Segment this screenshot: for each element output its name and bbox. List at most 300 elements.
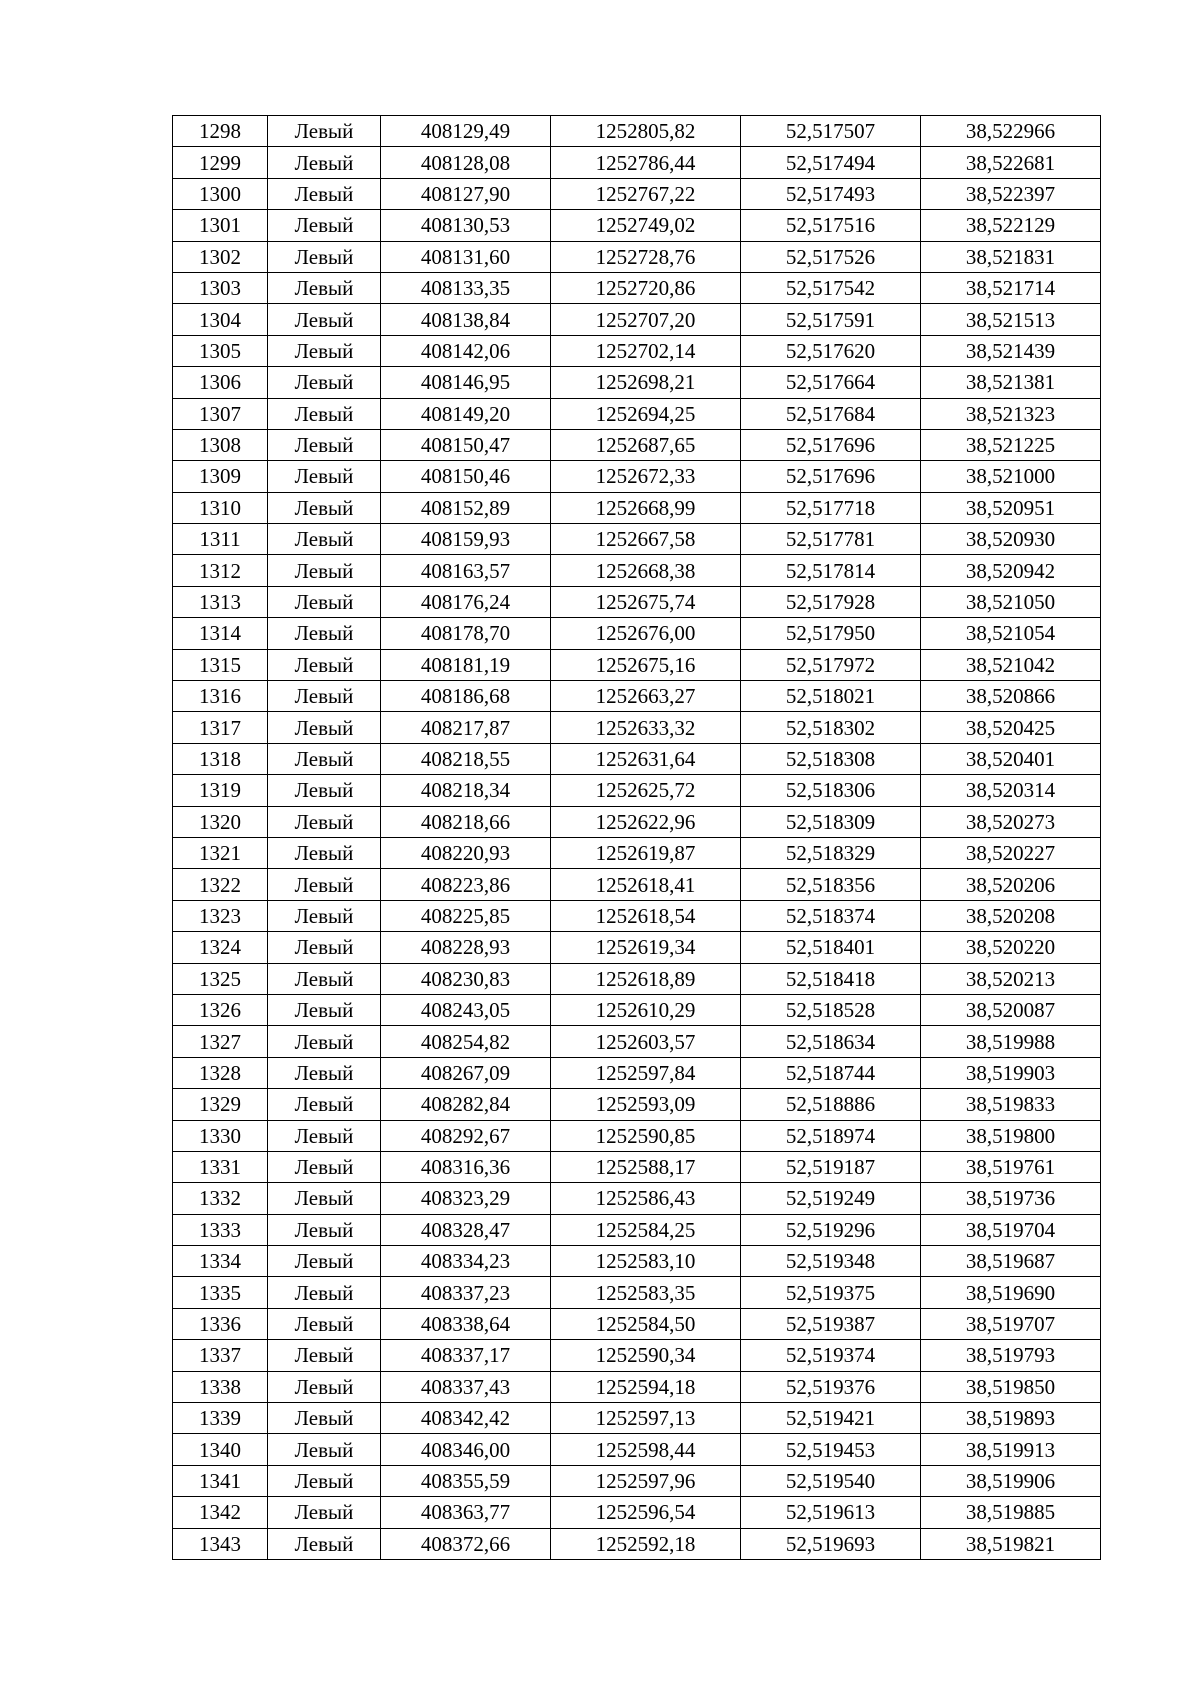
y-coordinate-cell: 1252584,25 [551, 1214, 741, 1245]
y-coordinate-cell: 1252590,85 [551, 1120, 741, 1151]
side-cell: Левый [268, 994, 381, 1025]
latitude-cell: 52,517781 [741, 524, 921, 555]
y-coordinate-cell: 1252583,35 [551, 1277, 741, 1308]
point-number-cell: 1303 [173, 272, 268, 303]
table-row [173, 304, 1101, 335]
latitude-cell: 52,518306 [741, 775, 921, 806]
table-row [173, 869, 1101, 900]
latitude-cell: 52,517696 [741, 429, 921, 460]
coordinates-table [172, 115, 1101, 1560]
x-coordinate-cell: 408142,06 [381, 335, 551, 366]
x-coordinate-cell: 408334,23 [381, 1246, 551, 1277]
table-row [173, 1151, 1101, 1182]
x-coordinate-cell: 408146,95 [381, 367, 551, 398]
longitude-cell: 38,522966 [921, 116, 1101, 147]
y-coordinate-cell: 1252663,27 [551, 681, 741, 712]
y-coordinate-cell: 1252667,58 [551, 524, 741, 555]
y-coordinate-cell: 1252603,57 [551, 1026, 741, 1057]
latitude-cell: 52,518374 [741, 900, 921, 931]
y-coordinate-cell: 1252698,21 [551, 367, 741, 398]
side-cell: Левый [268, 649, 381, 680]
table-row [173, 1120, 1101, 1151]
side-cell: Левый [268, 1026, 381, 1057]
x-coordinate-cell: 408138,84 [381, 304, 551, 335]
table-row [173, 1214, 1101, 1245]
latitude-cell: 52,517814 [741, 555, 921, 586]
latitude-cell: 52,517664 [741, 367, 921, 398]
y-coordinate-cell: 1252618,54 [551, 900, 741, 931]
y-coordinate-cell: 1252619,34 [551, 932, 741, 963]
side-cell: Левый [268, 461, 381, 492]
x-coordinate-cell: 408323,29 [381, 1183, 551, 1214]
point-number-cell: 1319 [173, 775, 268, 806]
point-number-cell: 1332 [173, 1183, 268, 1214]
side-cell: Левый [268, 210, 381, 241]
side-cell: Левый [268, 398, 381, 429]
side-cell: Левый [268, 932, 381, 963]
side-cell: Левый [268, 1151, 381, 1182]
table-row [173, 398, 1101, 429]
y-coordinate-cell: 1252720,86 [551, 272, 741, 303]
y-coordinate-cell: 1252805,82 [551, 116, 741, 147]
latitude-cell: 52,519693 [741, 1528, 921, 1559]
point-number-cell: 1338 [173, 1371, 268, 1402]
longitude-cell: 38,522681 [921, 147, 1101, 178]
y-coordinate-cell: 1252588,17 [551, 1151, 741, 1182]
x-coordinate-cell: 408225,85 [381, 900, 551, 931]
point-number-cell: 1333 [173, 1214, 268, 1245]
x-coordinate-cell: 408218,55 [381, 743, 551, 774]
x-coordinate-cell: 408176,24 [381, 586, 551, 617]
longitude-cell: 38,521439 [921, 335, 1101, 366]
table-row [173, 900, 1101, 931]
side-cell: Левый [268, 524, 381, 555]
latitude-cell: 52,518356 [741, 869, 921, 900]
side-cell: Левый [268, 1371, 381, 1402]
latitude-cell: 52,517620 [741, 335, 921, 366]
longitude-cell: 38,521831 [921, 241, 1101, 272]
side-cell: Левый [268, 1403, 381, 1434]
point-number-cell: 1318 [173, 743, 268, 774]
x-coordinate-cell: 408282,84 [381, 1089, 551, 1120]
longitude-cell: 38,522129 [921, 210, 1101, 241]
x-coordinate-cell: 408337,43 [381, 1371, 551, 1402]
point-number-cell: 1312 [173, 555, 268, 586]
point-number-cell: 1300 [173, 178, 268, 209]
y-coordinate-cell: 1252592,18 [551, 1528, 741, 1559]
side-cell: Левый [268, 1465, 381, 1496]
longitude-cell: 38,520227 [921, 837, 1101, 868]
side-cell: Левый [268, 367, 381, 398]
latitude-cell: 52,519376 [741, 1371, 921, 1402]
x-coordinate-cell: 408218,34 [381, 775, 551, 806]
point-number-cell: 1340 [173, 1434, 268, 1465]
table-row [173, 555, 1101, 586]
longitude-cell: 38,520930 [921, 524, 1101, 555]
latitude-cell: 52,519613 [741, 1497, 921, 1528]
table-row [173, 147, 1101, 178]
longitude-cell: 38,520208 [921, 900, 1101, 931]
latitude-cell: 52,517591 [741, 304, 921, 335]
side-cell: Левый [268, 618, 381, 649]
latitude-cell: 52,517516 [741, 210, 921, 241]
latitude-cell: 52,519348 [741, 1246, 921, 1277]
table-row [173, 1497, 1101, 1528]
longitude-cell: 38,519885 [921, 1497, 1101, 1528]
latitude-cell: 52,519375 [741, 1277, 921, 1308]
longitude-cell: 38,521042 [921, 649, 1101, 680]
table-row [173, 837, 1101, 868]
side-cell: Левый [268, 272, 381, 303]
y-coordinate-cell: 1252594,18 [551, 1371, 741, 1402]
latitude-cell: 52,517493 [741, 178, 921, 209]
point-number-cell: 1327 [173, 1026, 268, 1057]
table-row [173, 586, 1101, 617]
y-coordinate-cell: 1252619,87 [551, 837, 741, 868]
latitude-cell: 52,517718 [741, 492, 921, 523]
point-number-cell: 1314 [173, 618, 268, 649]
y-coordinate-cell: 1252597,84 [551, 1057, 741, 1088]
longitude-cell: 38,520866 [921, 681, 1101, 712]
y-coordinate-cell: 1252675,16 [551, 649, 741, 680]
point-number-cell: 1330 [173, 1120, 268, 1151]
side-cell: Левый [268, 1120, 381, 1151]
latitude-cell: 52,518744 [741, 1057, 921, 1088]
side-cell: Левый [268, 116, 381, 147]
y-coordinate-cell: 1252597,13 [551, 1403, 741, 1434]
x-coordinate-cell: 408337,17 [381, 1340, 551, 1371]
side-cell: Левый [268, 586, 381, 617]
y-coordinate-cell: 1252583,10 [551, 1246, 741, 1277]
x-coordinate-cell: 408150,46 [381, 461, 551, 492]
point-number-cell: 1323 [173, 900, 268, 931]
table-row [173, 367, 1101, 398]
point-number-cell: 1301 [173, 210, 268, 241]
side-cell: Левый [268, 1246, 381, 1277]
table-row [173, 806, 1101, 837]
x-coordinate-cell: 408267,09 [381, 1057, 551, 1088]
x-coordinate-cell: 408150,47 [381, 429, 551, 460]
table-row [173, 1246, 1101, 1277]
x-coordinate-cell: 408328,47 [381, 1214, 551, 1245]
side-cell: Левый [268, 1308, 381, 1339]
y-coordinate-cell: 1252593,09 [551, 1089, 741, 1120]
longitude-cell: 38,519913 [921, 1434, 1101, 1465]
latitude-cell: 52,517494 [741, 147, 921, 178]
x-coordinate-cell: 408181,19 [381, 649, 551, 680]
y-coordinate-cell: 1252767,22 [551, 178, 741, 209]
table-row [173, 743, 1101, 774]
longitude-cell: 38,521054 [921, 618, 1101, 649]
point-number-cell: 1298 [173, 116, 268, 147]
side-cell: Левый [268, 335, 381, 366]
y-coordinate-cell: 1252597,96 [551, 1465, 741, 1496]
side-cell: Левый [268, 429, 381, 460]
point-number-cell: 1334 [173, 1246, 268, 1277]
table-row [173, 429, 1101, 460]
point-number-cell: 1329 [173, 1089, 268, 1120]
y-coordinate-cell: 1252631,64 [551, 743, 741, 774]
table-row [173, 1465, 1101, 1496]
longitude-cell: 38,522397 [921, 178, 1101, 209]
table-row [173, 1434, 1101, 1465]
longitude-cell: 38,521714 [921, 272, 1101, 303]
table-row [173, 994, 1101, 1025]
y-coordinate-cell: 1252675,74 [551, 586, 741, 617]
y-coordinate-cell: 1252618,41 [551, 869, 741, 900]
point-number-cell: 1320 [173, 806, 268, 837]
x-coordinate-cell: 408292,67 [381, 1120, 551, 1151]
latitude-cell: 52,518528 [741, 994, 921, 1025]
longitude-cell: 38,521050 [921, 586, 1101, 617]
latitude-cell: 52,517684 [741, 398, 921, 429]
side-cell: Левый [268, 1340, 381, 1371]
point-number-cell: 1299 [173, 147, 268, 178]
table-row [173, 712, 1101, 743]
longitude-cell: 38,520425 [921, 712, 1101, 743]
table-row [173, 178, 1101, 209]
table-row [173, 272, 1101, 303]
point-number-cell: 1311 [173, 524, 268, 555]
y-coordinate-cell: 1252633,32 [551, 712, 741, 743]
side-cell: Левый [268, 900, 381, 931]
y-coordinate-cell: 1252598,44 [551, 1434, 741, 1465]
longitude-cell: 38,520087 [921, 994, 1101, 1025]
x-coordinate-cell: 408346,00 [381, 1434, 551, 1465]
x-coordinate-cell: 408163,57 [381, 555, 551, 586]
x-coordinate-cell: 408316,36 [381, 1151, 551, 1182]
x-coordinate-cell: 408230,83 [381, 963, 551, 994]
x-coordinate-cell: 408338,64 [381, 1308, 551, 1339]
longitude-cell: 38,520273 [921, 806, 1101, 837]
x-coordinate-cell: 408337,23 [381, 1277, 551, 1308]
y-coordinate-cell: 1252687,65 [551, 429, 741, 460]
table-row [173, 1277, 1101, 1308]
table-row [173, 649, 1101, 680]
x-coordinate-cell: 408363,77 [381, 1497, 551, 1528]
x-coordinate-cell: 408129,49 [381, 116, 551, 147]
y-coordinate-cell: 1252728,76 [551, 241, 741, 272]
x-coordinate-cell: 408133,35 [381, 272, 551, 303]
longitude-cell: 38,520951 [921, 492, 1101, 523]
coordinates-table-body [173, 116, 1101, 1560]
table-row [173, 1089, 1101, 1120]
point-number-cell: 1315 [173, 649, 268, 680]
longitude-cell: 38,519903 [921, 1057, 1101, 1088]
point-number-cell: 1309 [173, 461, 268, 492]
side-cell: Левый [268, 869, 381, 900]
longitude-cell: 38,520314 [921, 775, 1101, 806]
table-row [173, 461, 1101, 492]
longitude-cell: 38,519690 [921, 1277, 1101, 1308]
y-coordinate-cell: 1252618,89 [551, 963, 741, 994]
point-number-cell: 1313 [173, 586, 268, 617]
longitude-cell: 38,519988 [921, 1026, 1101, 1057]
table-row [173, 1528, 1101, 1559]
table-row [173, 1026, 1101, 1057]
x-coordinate-cell: 408159,93 [381, 524, 551, 555]
x-coordinate-cell: 408228,93 [381, 932, 551, 963]
side-cell: Левый [268, 1434, 381, 1465]
side-cell: Левый [268, 1057, 381, 1088]
latitude-cell: 52,518974 [741, 1120, 921, 1151]
point-number-cell: 1328 [173, 1057, 268, 1088]
x-coordinate-cell: 408372,66 [381, 1528, 551, 1559]
y-coordinate-cell: 1252676,00 [551, 618, 741, 649]
y-coordinate-cell: 1252694,25 [551, 398, 741, 429]
latitude-cell: 52,519421 [741, 1403, 921, 1434]
point-number-cell: 1335 [173, 1277, 268, 1308]
latitude-cell: 52,517972 [741, 649, 921, 680]
side-cell: Левый [268, 555, 381, 586]
side-cell: Левый [268, 1277, 381, 1308]
table-row [173, 963, 1101, 994]
point-number-cell: 1304 [173, 304, 268, 335]
table-row [173, 618, 1101, 649]
latitude-cell: 52,519540 [741, 1465, 921, 1496]
table-row [173, 210, 1101, 241]
side-cell: Левый [268, 712, 381, 743]
longitude-cell: 38,520220 [921, 932, 1101, 963]
point-number-cell: 1336 [173, 1308, 268, 1339]
y-coordinate-cell: 1252707,20 [551, 304, 741, 335]
table-row [173, 241, 1101, 272]
longitude-cell: 38,519833 [921, 1089, 1101, 1120]
y-coordinate-cell: 1252584,50 [551, 1308, 741, 1339]
y-coordinate-cell: 1252672,33 [551, 461, 741, 492]
side-cell: Левый [268, 1089, 381, 1120]
longitude-cell: 38,519906 [921, 1465, 1101, 1496]
table-row [173, 932, 1101, 963]
table-row [173, 775, 1101, 806]
longitude-cell: 38,519850 [921, 1371, 1101, 1402]
y-coordinate-cell: 1252702,14 [551, 335, 741, 366]
latitude-cell: 52,519249 [741, 1183, 921, 1214]
y-coordinate-cell: 1252590,34 [551, 1340, 741, 1371]
side-cell: Левый [268, 241, 381, 272]
side-cell: Левый [268, 837, 381, 868]
x-coordinate-cell: 408254,82 [381, 1026, 551, 1057]
longitude-cell: 38,521513 [921, 304, 1101, 335]
longitude-cell: 38,519704 [921, 1214, 1101, 1245]
latitude-cell: 52,518329 [741, 837, 921, 868]
longitude-cell: 38,520206 [921, 869, 1101, 900]
table-row [173, 1340, 1101, 1371]
point-number-cell: 1326 [173, 994, 268, 1025]
latitude-cell: 52,518886 [741, 1089, 921, 1120]
latitude-cell: 52,517928 [741, 586, 921, 617]
point-number-cell: 1305 [173, 335, 268, 366]
latitude-cell: 52,518302 [741, 712, 921, 743]
latitude-cell: 52,518021 [741, 681, 921, 712]
longitude-cell: 38,519687 [921, 1246, 1101, 1277]
latitude-cell: 52,519187 [741, 1151, 921, 1182]
x-coordinate-cell: 408355,59 [381, 1465, 551, 1496]
latitude-cell: 52,517696 [741, 461, 921, 492]
point-number-cell: 1342 [173, 1497, 268, 1528]
x-coordinate-cell: 408218,66 [381, 806, 551, 837]
x-coordinate-cell: 408178,70 [381, 618, 551, 649]
point-number-cell: 1316 [173, 681, 268, 712]
longitude-cell: 38,519800 [921, 1120, 1101, 1151]
x-coordinate-cell: 408186,68 [381, 681, 551, 712]
x-coordinate-cell: 408217,87 [381, 712, 551, 743]
side-cell: Левый [268, 681, 381, 712]
longitude-cell: 38,519736 [921, 1183, 1101, 1214]
y-coordinate-cell: 1252668,99 [551, 492, 741, 523]
table-row [173, 116, 1101, 147]
point-number-cell: 1341 [173, 1465, 268, 1496]
point-number-cell: 1322 [173, 869, 268, 900]
side-cell: Левый [268, 178, 381, 209]
latitude-cell: 52,519296 [741, 1214, 921, 1245]
side-cell: Левый [268, 1497, 381, 1528]
point-number-cell: 1343 [173, 1528, 268, 1559]
latitude-cell: 52,518308 [741, 743, 921, 774]
latitude-cell: 52,517950 [741, 618, 921, 649]
table-row [173, 681, 1101, 712]
point-number-cell: 1324 [173, 932, 268, 963]
longitude-cell: 38,521381 [921, 367, 1101, 398]
latitude-cell: 52,518309 [741, 806, 921, 837]
y-coordinate-cell: 1252622,96 [551, 806, 741, 837]
latitude-cell: 52,517507 [741, 116, 921, 147]
side-cell: Левый [268, 147, 381, 178]
point-number-cell: 1339 [173, 1403, 268, 1434]
longitude-cell: 38,519761 [921, 1151, 1101, 1182]
y-coordinate-cell: 1252610,29 [551, 994, 741, 1025]
table-row [173, 335, 1101, 366]
side-cell: Левый [268, 304, 381, 335]
y-coordinate-cell: 1252668,38 [551, 555, 741, 586]
side-cell: Левый [268, 1183, 381, 1214]
x-coordinate-cell: 408149,20 [381, 398, 551, 429]
point-number-cell: 1337 [173, 1340, 268, 1371]
side-cell: Левый [268, 806, 381, 837]
side-cell: Левый [268, 963, 381, 994]
point-number-cell: 1321 [173, 837, 268, 868]
longitude-cell: 38,520401 [921, 743, 1101, 774]
x-coordinate-cell: 408131,60 [381, 241, 551, 272]
table-row [173, 1308, 1101, 1339]
x-coordinate-cell: 408220,93 [381, 837, 551, 868]
y-coordinate-cell: 1252749,02 [551, 210, 741, 241]
point-number-cell: 1317 [173, 712, 268, 743]
table-row [173, 1403, 1101, 1434]
side-cell: Левый [268, 1528, 381, 1559]
latitude-cell: 52,517526 [741, 241, 921, 272]
y-coordinate-cell: 1252625,72 [551, 775, 741, 806]
x-coordinate-cell: 408243,05 [381, 994, 551, 1025]
point-number-cell: 1307 [173, 398, 268, 429]
table-row [173, 1183, 1101, 1214]
longitude-cell: 38,519821 [921, 1528, 1101, 1559]
y-coordinate-cell: 1252596,54 [551, 1497, 741, 1528]
point-number-cell: 1310 [173, 492, 268, 523]
x-coordinate-cell: 408127,90 [381, 178, 551, 209]
x-coordinate-cell: 408152,89 [381, 492, 551, 523]
latitude-cell: 52,519374 [741, 1340, 921, 1371]
longitude-cell: 38,521000 [921, 461, 1101, 492]
longitude-cell: 38,520213 [921, 963, 1101, 994]
longitude-cell: 38,519707 [921, 1308, 1101, 1339]
table-row [173, 492, 1101, 523]
point-number-cell: 1325 [173, 963, 268, 994]
longitude-cell: 38,521225 [921, 429, 1101, 460]
table-row [173, 524, 1101, 555]
x-coordinate-cell: 408128,08 [381, 147, 551, 178]
y-coordinate-cell: 1252786,44 [551, 147, 741, 178]
